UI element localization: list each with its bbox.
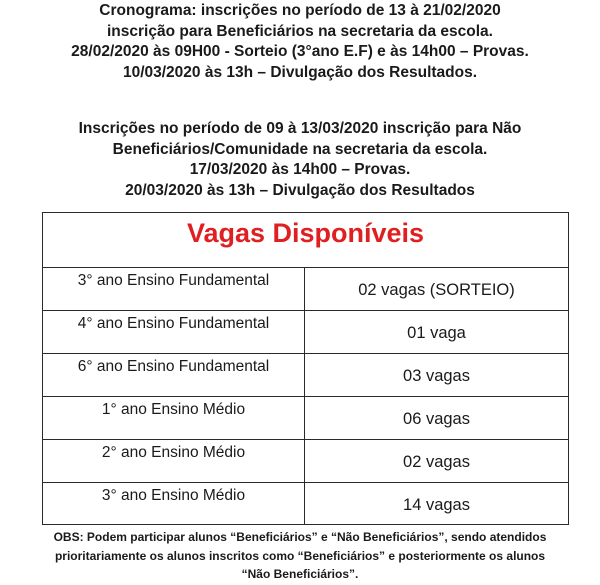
- schedule-line: inscrição para Beneficiários na secretaria da escola.: [107, 22, 493, 40]
- obs-note: [0, 528, 600, 584]
- grade-cell: 3° ano Ensino Médio: [43, 483, 305, 525]
- obs-line: “Não Beneficiários”.: [241, 567, 359, 581]
- schedule-line: 17/03/2020 às 14h00 – Provas.: [189, 161, 411, 178]
- obs-line: OBS: Podem participar alunos “Beneficiários” e “Não Beneficiários”, sendo atendidos: [53, 530, 547, 544]
- schedule-line: Cronograma: inscrições no período de 13 à 21/02/2020: [99, 2, 501, 19]
- slots-cell: 14 vagas: [403, 496, 470, 514]
- vagas-table: [42, 212, 569, 525]
- schedule-line: 28/02/2020 às 09H00 - Sorteio (3°ano E.F) e às 14h00 – Provas.: [71, 43, 529, 60]
- table-row: [43, 397, 568, 440]
- slots-cell: 03 vagas: [403, 367, 470, 385]
- schedule-line: Inscrições no período de 09 à 13/03/2020 inscrição para Não: [78, 120, 522, 137]
- slots-cell: 01 vaga: [407, 324, 466, 342]
- schedule-line: 20/03/2020 às 13h – Divulgação dos Resultados: [125, 181, 475, 199]
- schedule-line: 10/03/2020 às 13h – Divulgação dos Resultados.: [122, 63, 478, 81]
- table-row: [43, 311, 568, 354]
- grade-cell: 1° ano Ensino Médio: [43, 397, 305, 439]
- slots-cell: 06 vagas: [403, 410, 470, 428]
- grade-cell: 3° ano Ensino Fundamental: [43, 268, 305, 310]
- obs-line: prioritariamente os alunos inscritos como “Beneficiários” e posteriormente os alunos: [54, 548, 546, 563]
- table-row: [43, 354, 568, 397]
- grade-cell: 6° ano Ensino Fundamental: [43, 354, 305, 396]
- slots-cell: 02 vagas: [403, 453, 470, 471]
- vagas-title: Vagas Disponíveis: [43, 213, 568, 268]
- schedule-beneficiarios: [0, 1, 600, 83]
- table-row: [43, 483, 568, 525]
- slots-cell: 02 vagas (SORTEIO): [358, 281, 515, 299]
- table-row: [43, 268, 568, 311]
- grade-cell: 2° ano Ensino Médio: [43, 440, 305, 482]
- schedule-nao-beneficiarios: [0, 119, 600, 201]
- grade-cell: 4° ano Ensino Fundamental: [43, 311, 305, 353]
- table-row: [43, 440, 568, 483]
- schedule-line: Beneficiários/Comunidade na secretaria da escola.: [112, 140, 488, 158]
